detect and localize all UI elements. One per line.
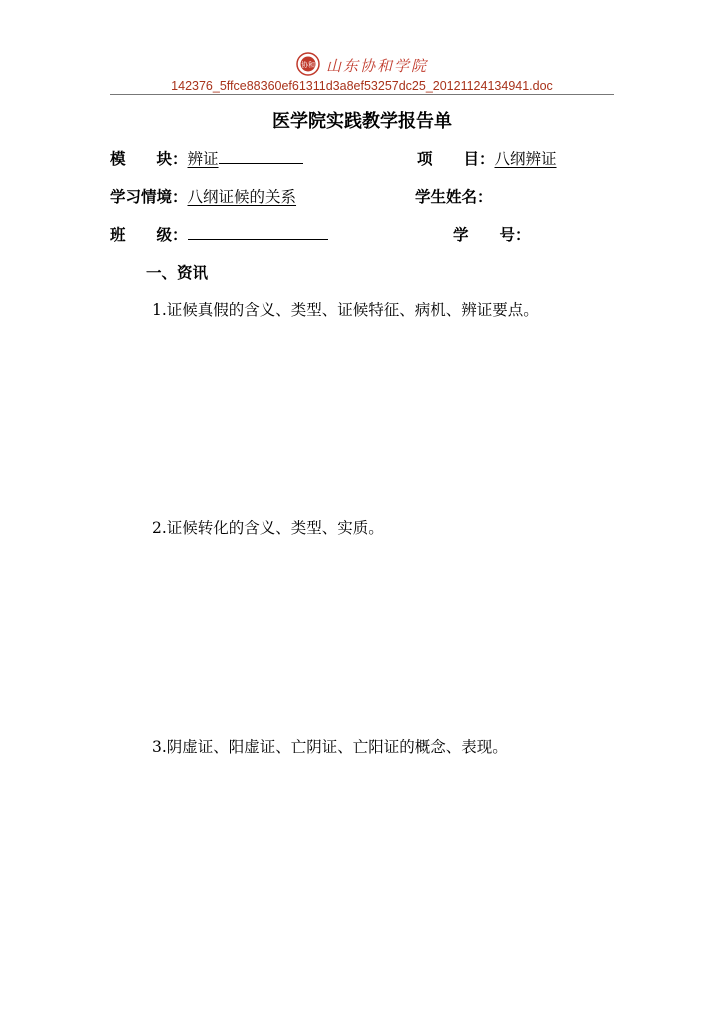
situation-field [110,185,296,207]
project-value: 八纲辨证 [494,150,557,168]
school-seal-icon [296,52,320,76]
section-heading: 一、资讯 [146,264,209,282]
school-name: 山东协和学院 [326,57,429,75]
module-underline [219,149,303,164]
document-filename: 142376_5ffce88360ef61311d3a8ef53257dc25_20121124134941.doc [171,79,553,93]
class-field [110,223,328,245]
project-label: 项 目： [417,150,495,168]
question-item: 2.证候转化的含义、类型、实质。 [152,519,384,537]
page-title: 医学院实践教学报告单 [272,111,452,132]
module-label: 模 块： [110,150,188,168]
student-id-label: 学 号： [453,226,531,244]
class-underline [188,225,328,240]
module-field [110,147,303,169]
project-field [417,147,557,169]
student-name-field [415,185,493,207]
class-label: 班 级： [110,226,188,244]
question-item: 3.阴虚证、阳虚证、亡阴证、亡阳证的概念、表现。 [152,738,508,756]
svg-text:协和: 协和 [301,61,315,69]
student-id-field [453,223,531,245]
situation-value: 八纲证候的关系 [187,188,297,206]
school-logo [296,52,466,80]
header-divider [110,94,614,95]
question-item: 1.证候真假的含义、类型、证候特征、病机、辨证要点。 [152,301,539,319]
student-name-label: 学生姓名： [415,188,493,206]
module-value: 辨证 [187,150,219,168]
situation-label: 学习情境： [110,188,188,206]
